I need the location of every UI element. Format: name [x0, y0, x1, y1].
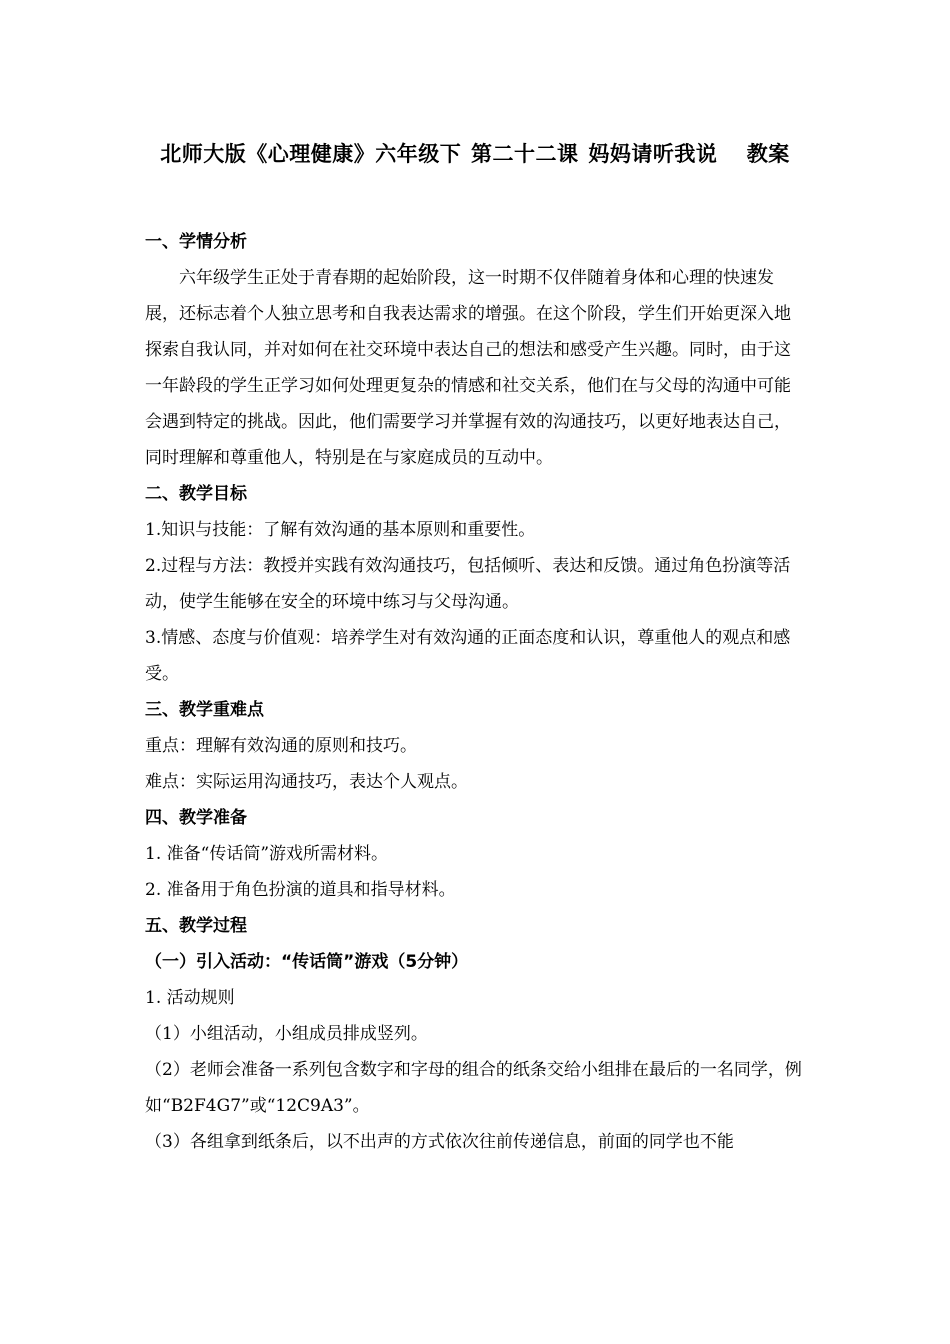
rule-item: （3）各组拿到纸条后，以不出声的方式依次往前传递信息，前面的同学也不能 [145, 1132, 734, 1152]
preparation-item: 2. 准备用于角色扮演的道具和指导材料。 [145, 880, 456, 900]
process-subheading: （一）引入活动：“传话筒”游戏（5分钟） [145, 952, 469, 972]
document-title: 北师大版《心理健康》六年级下 第二十二课 妈妈请听我说 教案 [160, 142, 790, 166]
section-heading-process: 五、教学过程 [145, 916, 247, 936]
rules-title: 1. 活动规则 [145, 988, 235, 1008]
section-heading-preparation: 四、教学准备 [145, 808, 247, 828]
document-body [145, 224, 805, 1160]
key-point-item: 难点：实际运用沟通技巧，表达个人观点。 [145, 772, 468, 792]
analysis-paragraph: 六年级学生正处于青春期的起始阶段，这一时期不仅伴随着身体和心理的快速发展，还标志着个人独立思考和自我表达需求的增强。在这个阶段，学生们开始更深入地探索自我认同，并对如何在社交环境中表达自己的想法和感受产生兴趣。同时，由于这一年龄段的学生正学习如何处理更复杂的情感和社交关系，他们在与父母的沟通中可能会遇到特定的挑战。因此，他们需要学习并掌握有效的沟通技巧，以更好地表达自己，同时理解和尊重他人，特别是在与家庭成员的互动中。 [145, 268, 791, 468]
rule-item: （2）老师会准备一系列包含数字和字母的组合的纸条交给小组排在最后的一名同学，例如“B2F4G7”或“12C9A3”。 [145, 1060, 802, 1116]
objective-item: 2.过程与方法：教授并实践有效沟通技巧，包括倾听、表达和反馈。通过角色扮演等活动，使学生能够在安全的环境中练习与父母沟通。 [145, 556, 791, 612]
section-heading-objectives: 二、教学目标 [145, 484, 247, 504]
objective-item: 1.知识与技能：了解有效沟通的基本原则和重要性。 [145, 520, 536, 540]
section-heading-key-points: 三、教学重难点 [145, 700, 264, 720]
preparation-item: 1. 准备“传话筒”游戏所需材料。 [145, 844, 389, 864]
objective-item: 3.情感、态度与价值观：培养学生对有效沟通的正面态度和认识，尊重他人的观点和感受。 [145, 628, 791, 684]
section-heading-analysis: 一、学情分析 [145, 232, 247, 252]
rule-item: （1）小组活动，小组成员排成竖列。 [145, 1024, 428, 1044]
key-point-item: 重点：理解有效沟通的原则和技巧。 [145, 736, 417, 756]
